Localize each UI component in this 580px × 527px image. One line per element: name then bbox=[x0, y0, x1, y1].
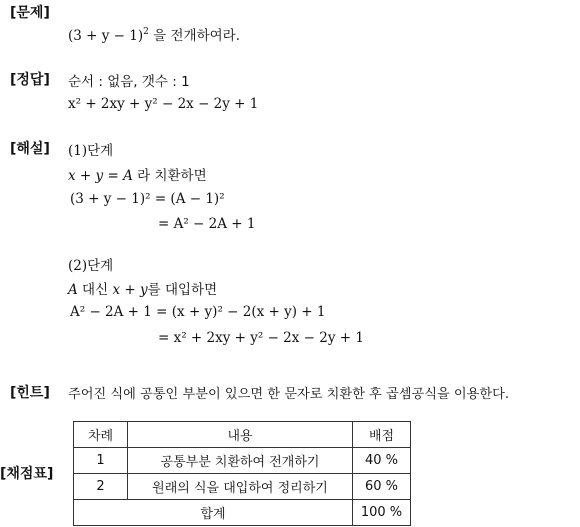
table-row bbox=[74, 474, 411, 500]
header-score: 배점 bbox=[353, 422, 411, 448]
hint-text: 주어진 식에 공통인 부분이 있으면 한 문자로 치환한 후 곱셈공식을 이용한다. bbox=[68, 387, 510, 402]
row-content: 원래의 식을 대입하여 정리하기 bbox=[128, 474, 353, 500]
step1-intro-text: 라 치환하면 bbox=[137, 168, 207, 184]
table-row bbox=[74, 448, 411, 474]
problem-label: [문제] bbox=[10, 5, 50, 21]
answer-result: x² + 2xy + y² − 2x − 2y + 1 bbox=[68, 96, 259, 112]
step1-title: (1)단계 bbox=[68, 143, 114, 159]
solution-label: [해설] bbox=[10, 141, 50, 157]
problem-exponent: 2 bbox=[143, 27, 149, 37]
problem-statement bbox=[68, 24, 240, 44]
answer-meta: 순서 : 없음, 갯수 : 1 bbox=[68, 74, 190, 90]
row-order: 1 bbox=[74, 448, 128, 474]
total-score: 100 % bbox=[353, 500, 411, 526]
row-content: 공통부분 치환하여 전개하기 bbox=[128, 448, 353, 474]
step2-intro-tail: 를 대입하면 bbox=[147, 282, 218, 298]
row-score: 60 % bbox=[353, 474, 411, 500]
grading-table bbox=[73, 421, 411, 526]
step2-intro-text: 대신 bbox=[82, 282, 109, 298]
step2-equation-2: = x² + 2xy + y² − 2x − 2y + 1 bbox=[158, 330, 364, 346]
step2-title: (2)단계 bbox=[68, 258, 114, 274]
row-order: 2 bbox=[74, 474, 128, 500]
step1-equation-2: = A² − 2A + 1 bbox=[158, 216, 256, 232]
grading-total-row bbox=[74, 500, 411, 526]
problem-expression: (3 + y − 1) bbox=[68, 28, 144, 44]
total-label: 합계 bbox=[74, 500, 353, 526]
problem-text: 을 전개하여라. bbox=[153, 28, 241, 44]
header-order: 차례 bbox=[74, 422, 128, 448]
hint-label: [힌트] bbox=[10, 385, 50, 401]
step2-equation-1: A² − 2A + 1 = (x + y)² − 2(x + y) + 1 bbox=[70, 304, 326, 320]
grading-header-row bbox=[74, 422, 411, 448]
step1-intro: x + y = A 라 치환하면 bbox=[68, 168, 207, 184]
step2-intro: A 대신 x + y를 대입하면 bbox=[68, 282, 218, 298]
answer-label: [정답] bbox=[10, 72, 50, 88]
header-content: 내용 bbox=[128, 422, 353, 448]
step1-equation-1: (3 + y − 1)² = (A − 1)² bbox=[70, 191, 225, 207]
row-score: 40 % bbox=[353, 448, 411, 474]
grading-label: [채점표] bbox=[0, 466, 54, 482]
